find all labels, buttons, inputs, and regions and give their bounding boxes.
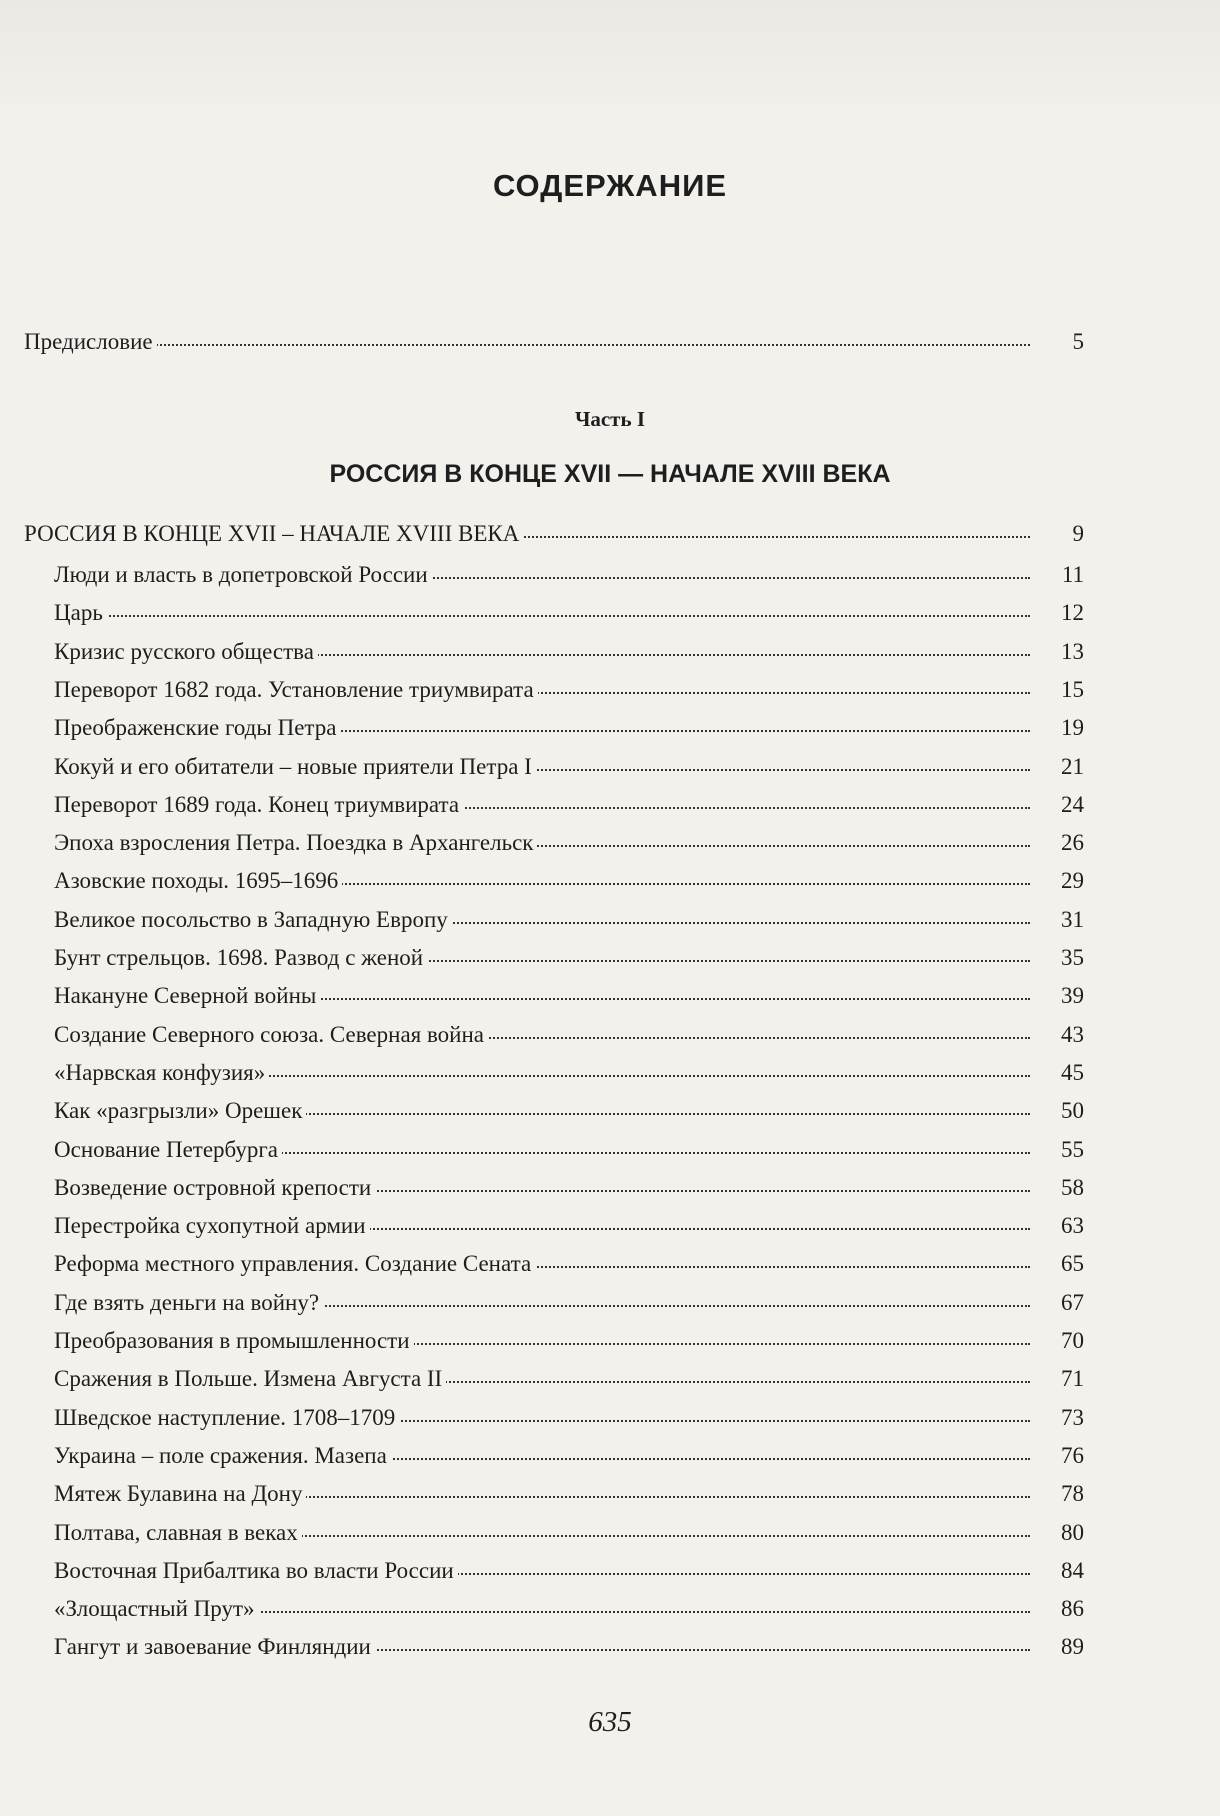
- toc-entry-page: 15: [1061, 676, 1084, 702]
- toc-entry-title: Как «разгрызли» Орешек: [54, 1094, 306, 1128]
- toc-entry-page: 24: [1061, 791, 1084, 817]
- toc-entry[interactable]: [0, 1286, 1220, 1320]
- toc-entry[interactable]: [0, 1324, 1220, 1358]
- toc-entry[interactable]: [0, 1439, 1220, 1473]
- toc-entry[interactable]: [0, 979, 1220, 1013]
- toc-entry-title: Преобразования в промышленности: [54, 1324, 414, 1358]
- toc-entry[interactable]: [0, 1209, 1220, 1243]
- toc-entry-title: Украина – поле сражения. Мазепа: [54, 1439, 391, 1473]
- toc-entry-page: 78: [1061, 1481, 1084, 1507]
- toc-entry-title: Шведское наступление. 1708–1709: [54, 1401, 399, 1435]
- dot-leader: [54, 615, 1030, 617]
- toc-entry-title: Реформа местного управления. Создание Сената: [54, 1247, 535, 1281]
- toc-entry-page: 86: [1061, 1596, 1084, 1622]
- toc-entry[interactable]: [0, 1094, 1220, 1128]
- toc-entry-title: Основание Петербурга: [54, 1133, 282, 1167]
- toc-entry-title: Бунт стрельцов. 1698. Развод с женой: [54, 941, 427, 975]
- toc-entry-page: 43: [1061, 1021, 1084, 1047]
- toc-entry-page: 63: [1061, 1213, 1084, 1239]
- toc-entry-page: 11: [1061, 562, 1084, 587]
- toc-entry-page: 84: [1061, 1557, 1084, 1583]
- toc-section-heading[interactable]: [0, 517, 1220, 551]
- toc-entry-title: Мятеж Булавина на Дону: [54, 1477, 306, 1511]
- toc-entry[interactable]: [0, 1362, 1220, 1396]
- toc-entry-page: 55: [1061, 1136, 1084, 1162]
- toc-entry-page: 21: [1061, 753, 1084, 779]
- toc-entry-title: Кризис русского общества: [54, 635, 318, 669]
- toc-entry-title: Великое посольство в Западную Европу: [54, 903, 452, 937]
- toc-entry[interactable]: [0, 1401, 1220, 1435]
- toc-entry-page: 26: [1061, 830, 1084, 856]
- toc-entry[interactable]: [0, 864, 1220, 898]
- toc-entry-page: 13: [1061, 638, 1084, 664]
- toc-entry-title: Где взять деньги на войну?: [54, 1286, 323, 1320]
- toc-entry-title: Люди и власть в допетровской России: [54, 558, 432, 592]
- toc-entry-title: Сражения в Польше. Измена Августа II: [54, 1362, 446, 1396]
- toc-entry-page: 19: [1061, 715, 1084, 741]
- toc-entry[interactable]: [0, 673, 1220, 707]
- toc-entry-page: 70: [1061, 1328, 1084, 1353]
- toc-entry-title: Кокуй и его обитатели – новые приятели Петра I: [54, 750, 536, 784]
- toc-entry-page: 76: [1061, 1442, 1084, 1468]
- toc-entry-title: Предисловие: [24, 325, 157, 359]
- toc-entry[interactable]: [0, 635, 1220, 669]
- toc-entry[interactable]: [0, 558, 1220, 592]
- toc-entry[interactable]: [0, 788, 1220, 822]
- toc-entry-page: 71: [1061, 1366, 1084, 1392]
- part-label: Часть I: [574, 407, 646, 431]
- toc-entry-page: 73: [1061, 1404, 1084, 1430]
- toc-entry-title: Царь: [54, 596, 107, 630]
- toc-entry-title: Возведение островной крепости: [54, 1171, 375, 1205]
- toc-entry-page: 50: [1061, 1098, 1084, 1124]
- toc-entry-title: Преображенские годы Петра: [54, 711, 340, 745]
- toc-entry-title: Полтава, славная в веках: [54, 1516, 302, 1550]
- toc-entry[interactable]: [0, 1516, 1220, 1550]
- toc-entry-preface[interactable]: [0, 325, 1220, 359]
- toc-entry-page: 35: [1061, 945, 1084, 970]
- toc-entry[interactable]: [0, 941, 1220, 975]
- toc-entry[interactable]: [0, 1630, 1220, 1664]
- toc-entry-page: 58: [1061, 1174, 1084, 1200]
- toc-entry-page: 29: [1061, 868, 1084, 894]
- toc-entry-page: 9: [1072, 521, 1084, 546]
- toc-entry[interactable]: [0, 596, 1220, 630]
- toc-entry-title: Восточная Прибалтика во власти России: [54, 1554, 458, 1588]
- toc-entry-title: Азовские походы. 1695–1696: [54, 864, 342, 898]
- part-title: РОССИЯ В КОНЦЕ XVII — НАЧАЛЕ XVIII ВЕКА: [329, 460, 891, 488]
- toc-entry-title: «Нарвская конфузия»: [54, 1056, 269, 1090]
- toc-entry-title: Гангут и завоевание Финляндии: [54, 1630, 375, 1664]
- page-number: 635: [588, 1706, 632, 1738]
- toc-entry[interactable]: [0, 903, 1220, 937]
- toc-entry[interactable]: [0, 1592, 1220, 1626]
- toc-entry[interactable]: [0, 1554, 1220, 1588]
- toc-entry-page: 67: [1061, 1289, 1084, 1315]
- bleed-through-shadow: [0, 0, 1220, 130]
- toc-entry-title: РОССИЯ В КОНЦЕ XVII – НАЧАЛЕ XVIII ВЕКА: [24, 517, 523, 551]
- toc-entry-page: 65: [1061, 1251, 1084, 1277]
- toc-entry[interactable]: [0, 1171, 1220, 1205]
- toc-entry-page: 5: [1072, 329, 1084, 354]
- toc-entry-page: 80: [1061, 1519, 1084, 1545]
- page-title: СОДЕРЖАНИЕ: [492, 168, 728, 203]
- toc-entry[interactable]: [0, 1477, 1220, 1511]
- toc-entry[interactable]: [0, 1018, 1220, 1052]
- toc-entry-title: Переворот 1682 года. Установление триумвирата: [54, 673, 538, 707]
- toc-entry[interactable]: [0, 1133, 1220, 1167]
- toc-entry-title: Перестройка сухопутной армии: [54, 1209, 370, 1243]
- toc-entry-page: 31: [1061, 906, 1084, 932]
- toc-entry-title: Переворот 1689 года. Конец триумвирата: [54, 788, 463, 822]
- toc-entry-page: 12: [1061, 600, 1084, 626]
- toc-entry-page: 39: [1061, 983, 1084, 1009]
- toc-entry[interactable]: [0, 1056, 1220, 1090]
- toc-entry-page: 45: [1061, 1059, 1084, 1085]
- toc-entry-title: Накануне Северной войны: [54, 979, 320, 1013]
- toc-entry[interactable]: [0, 1247, 1220, 1281]
- toc-entry[interactable]: [0, 826, 1220, 860]
- toc-entry[interactable]: [0, 750, 1220, 784]
- toc-entry-page: 89: [1061, 1634, 1084, 1660]
- toc-entry-title: «Злощастный Прут»: [54, 1592, 259, 1626]
- toc-entry[interactable]: [0, 711, 1220, 745]
- toc-entry-title: Эпоха взросления Петра. Поездка в Архангельск: [54, 826, 537, 860]
- dot-leader: [24, 344, 1030, 346]
- toc-entry-title: Создание Северного союза. Северная война: [54, 1018, 488, 1052]
